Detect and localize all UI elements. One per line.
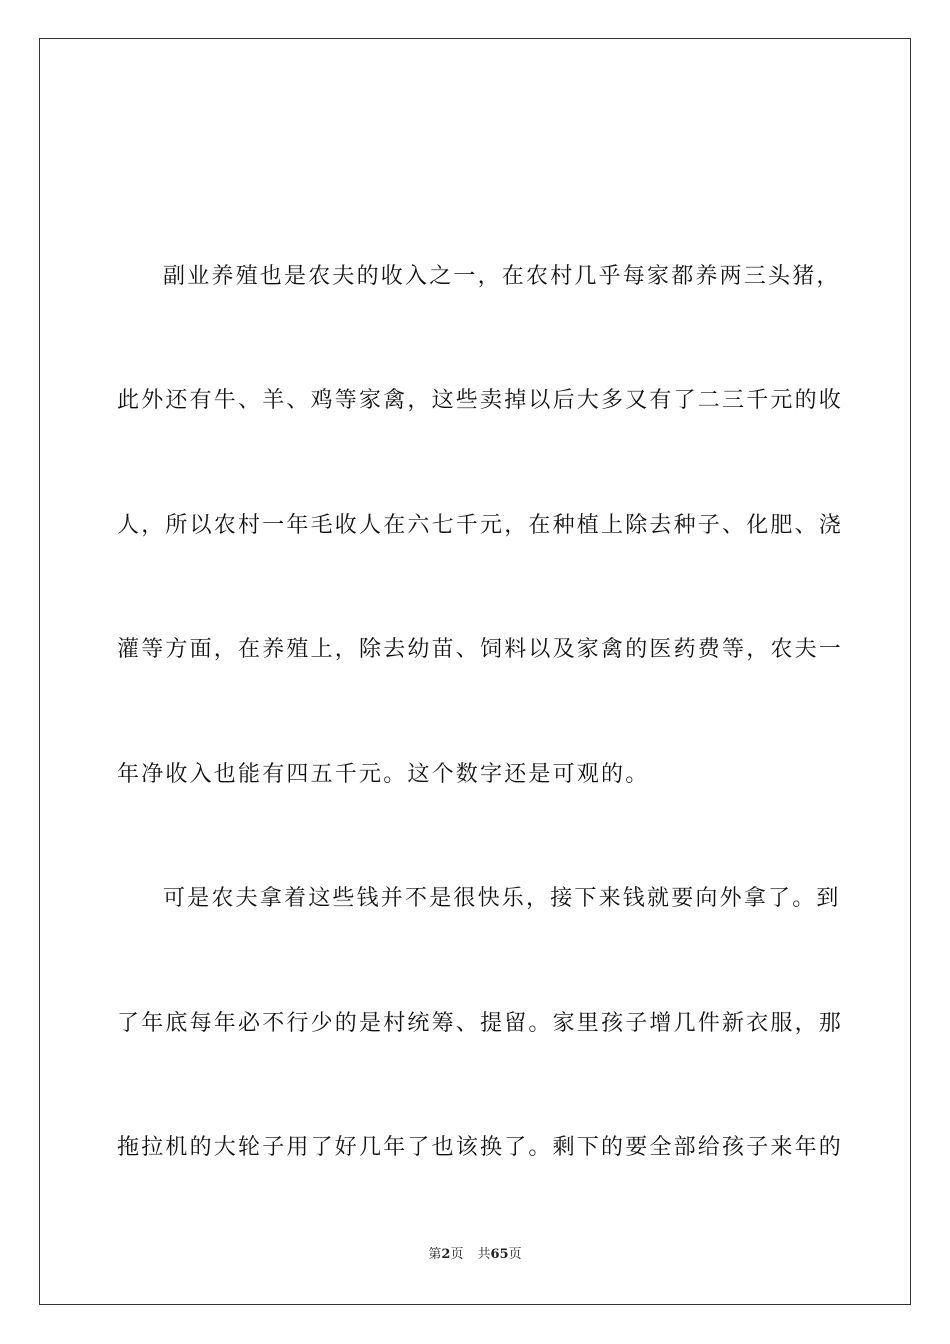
footer-page-suffix: 页 bbox=[450, 1247, 464, 1262]
page-border bbox=[39, 38, 911, 1305]
paragraph-1-line-3: 人，所以农村一年毛收人在六七千元，在种植上除去种子、化肥、浇 bbox=[117, 513, 844, 538]
paragraph-1-line-4: 灌等方面，在养殖上，除去幼苗、饲料以及家禽的医药费等，农夫一 bbox=[117, 637, 844, 662]
footer-page-number: 2 bbox=[441, 1247, 451, 1262]
paragraph-2-line-1: 可是农夫拿着这些钱并不是很快乐，接下来钱就要向外拿了。到 bbox=[163, 886, 841, 911]
paragraph-2-line-2: 了年底每年必不行少的是村统筹、提留。家里孩子增几件新衣服，那 bbox=[117, 1011, 844, 1036]
paragraph-1-line-5: 年净收入也能有四五千元。这个数字还是可观的。 bbox=[117, 762, 650, 787]
footer-total-suffix: 页 bbox=[508, 1247, 522, 1262]
footer-total-pages: 65 bbox=[490, 1247, 509, 1262]
paragraph-2-line-3: 拖拉机的大轮子用了好几年了也该换了。剩下的要全部给孩子来年的 bbox=[117, 1135, 844, 1160]
page-footer bbox=[0, 1246, 950, 1264]
footer-total-prefix: 共 bbox=[477, 1247, 491, 1262]
paragraph-1-line-2: 此外还有牛、羊、鸡等家禽，这些卖掉以后大多又有了二三千元的收 bbox=[117, 388, 844, 413]
paragraph-1-line-1: 副业养殖也是农夫的收入之一，在农村几乎每家都养两三头猪， bbox=[163, 264, 841, 289]
footer-page-prefix: 第 bbox=[428, 1247, 442, 1262]
